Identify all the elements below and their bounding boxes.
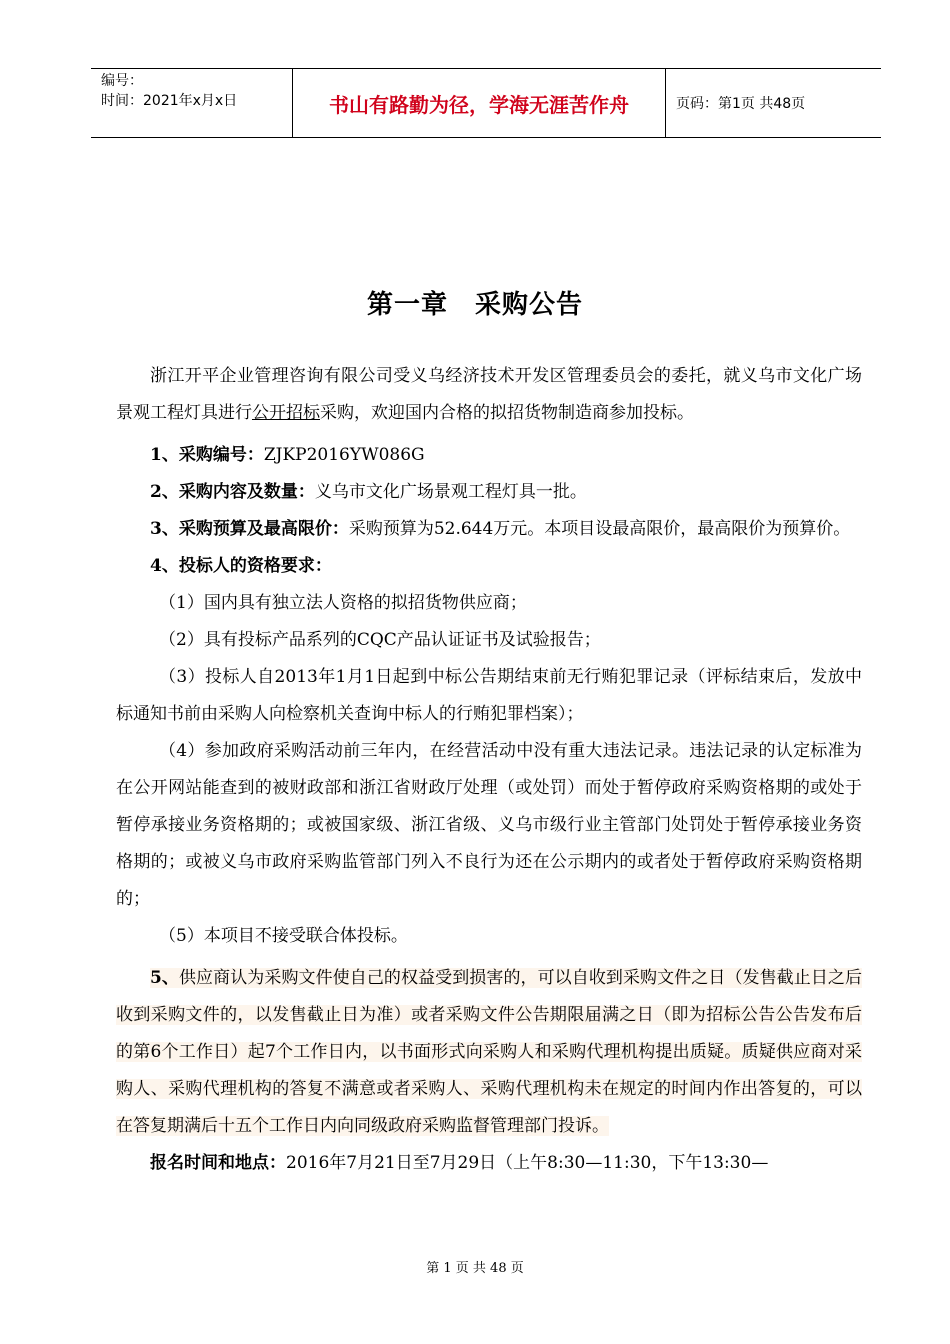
page-footer: 第 1 页 共 48 页 [426, 1261, 524, 1276]
item-label: 3、采购预算及最高限价： [150, 519, 349, 539]
item-budget [116, 511, 862, 548]
requirement-1: （1）国内具有独立法人资格的拟招货物供应商； [159, 593, 527, 613]
item-procurement-content [116, 474, 862, 511]
item-text: 供应商认为采购文件使自己的权益受到损害的，可以自收到采购文件之日（发售截止日之后收到采购文件的，以发售截止日为准）或者采购文件公告期限届满之日（即为招标公告公告发布后的第6个工作日）起7个工作日内，以书面形式向采购人和采购代理机构提出质疑。质疑供应商对采购人、采购代理机构的答复不满意或者采购人、采购代理机构未在规定的时间内作出答复的，可以在答复期满后十五个工作日内向同级政府采购监督管理部门投诉。 [116, 968, 862, 1136]
header-page-number: 页码：第1页 共48页 [676, 96, 806, 112]
item-text: 采购预算为52.644万元。本项目设最高限价，最高限价为预算价。 [348, 519, 851, 539]
item-text: ZJKP2016YW086G [263, 445, 425, 465]
intro-underlined-text: 公开招标 [252, 403, 320, 423]
requirement-5: （5）本项目不接受联合体投标。 [159, 926, 408, 946]
item-label: 1、采购编号： [150, 445, 264, 465]
header-meta [91, 69, 293, 137]
item-complaint [116, 960, 862, 1145]
requirement-4: （4）参加政府采购活动前三年内，在经营活动中没有重大违法记录。违法记录的认定标准为在公开网站能查到的被财政部和浙江省财政厅处理（或处罚）而处于暂停政府采购资格期的或处于暂停承接业务资格期的；或被国家级、浙江省级、义乌市级行业主管部门处罚处于暂停承接业务资格期的；或被义乌市政府采购监管部门列入不良行为还在公示期内的或者处于暂停政府采购资格期的； [116, 741, 862, 909]
intro-text-before: 浙江开平企业管理咨询有限公司受义乌经济技术开发区管理委员会的委托，就义乌市文化广场景观工程灯具进行 [116, 366, 862, 423]
registration-info [116, 1145, 862, 1182]
chapter-title: 第一章 采购公告 [366, 290, 583, 320]
registration-text: 2016年7月21日至7月29日（上午8:30—11:30，下午13:30— [286, 1153, 769, 1173]
document-body [116, 358, 862, 1182]
item-qualifications [116, 548, 862, 585]
requirement-2: （2）具有投标产品系列的CQC产品认证证书及试验报告； [159, 630, 601, 650]
item-label: 4、投标人的资格要求： [150, 556, 332, 576]
page-header [91, 68, 881, 138]
item-procurement-number [116, 437, 862, 474]
header-number: 编号： [101, 73, 143, 89]
item-text: 义乌市文化广场景观工程灯具一批。 [314, 482, 587, 502]
registration-label: 报名时间和地点： [150, 1153, 286, 1173]
item-label: 5、 [150, 968, 179, 988]
header-motto: 书山有路勤为径，学海无涯苦作舟 [293, 69, 666, 137]
intro-paragraph [116, 358, 862, 432]
requirement-3: （3）投标人自2013年1月1日起到中标公告期结束前无行贿犯罪记录（评标结束后，发放中标通知书前由采购人向检察机关查询中标人的行贿犯罪档案）； [116, 667, 862, 724]
item-label: 2、采购内容及数量： [150, 482, 315, 502]
header-time: 时间：2021年x月x日 [101, 93, 238, 109]
intro-text-after: 采购，欢迎国内合格的拟招货物制造商参加投标。 [320, 403, 694, 423]
